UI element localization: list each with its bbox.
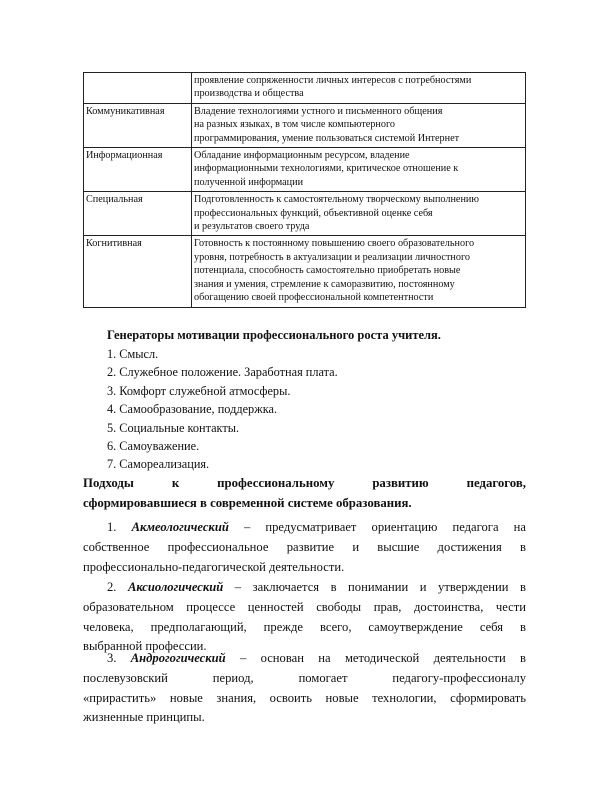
approach-paragraph-andragogical [83, 649, 526, 728]
paragraph-line [83, 649, 526, 669]
list-item: 4. Самообразование, поддержка. [107, 402, 278, 417]
description-line: уровня, потребность в актуализации и реализации личностного [194, 251, 470, 263]
approach-term: Аксиологический [127, 580, 224, 594]
generators-heading: Генераторы мотивации профессионального роста учителя. [107, 328, 441, 342]
description-line: Подготовленность к самостоятельному творческому выполнению [194, 194, 479, 206]
list-item: 6. Самоуважение. [107, 439, 200, 454]
competency-description-cell [192, 236, 526, 307]
table-row [84, 192, 526, 236]
description-line: информационными технологиями, критическое отношение к [194, 163, 459, 175]
description-line: производства и общества [194, 88, 304, 100]
competency-name-cell: Когнитивная [84, 236, 192, 307]
description-line: программирования, умение пользоваться системой Интернет [194, 132, 460, 144]
approach-paragraph-akmeological [83, 518, 526, 577]
description-line: и результатов своего труда [194, 221, 310, 233]
approach-number: 2. [107, 580, 128, 594]
list-item: 1. Смысл. [107, 347, 159, 361]
table-row [84, 236, 526, 307]
paragraph-line [83, 578, 526, 598]
approach-term: Акмеологический [131, 520, 229, 534]
list-item: 5. Социальные контакты. [107, 420, 240, 435]
competency-description-cell [192, 73, 526, 104]
approach-text: – предусматривает ориентацию педагога на [228, 520, 526, 534]
list-item: 2. Служебное положение. Заработная плата. [107, 365, 338, 380]
competency-description-cell [192, 192, 526, 236]
list-item: 3. Комфорт служебной атмосферы. [107, 383, 291, 398]
approaches-heading [83, 474, 526, 513]
competency-name-cell: Информационная [84, 148, 192, 192]
approach-term: Андрогогический [130, 651, 226, 665]
description-line: Готовность к постоянному повышению своего образовательного [194, 238, 475, 250]
paragraph-line: «прирастить» новые знания, освоить новые технологии, сформировать [83, 690, 526, 705]
description-line: потенциала, способность самостоятельно приобретать новые [194, 265, 461, 277]
competency-name-cell [84, 73, 192, 104]
paragraph-line: профессионально-педагогической деятельности. [83, 559, 345, 574]
generators-list [107, 345, 338, 474]
table-row [84, 73, 526, 104]
description-line: знания и умения, стремление к саморазвитию, постоянному [194, 278, 455, 290]
table-row [84, 103, 526, 147]
paragraph-line: образовательном процессе ценностей свободы прав, достоинства, чести [83, 599, 526, 614]
description-line: полученной информации [194, 176, 304, 188]
approach-number: 3. [107, 651, 131, 665]
competency-description-cell [192, 103, 526, 147]
paragraph-line: жизненные принципы. [83, 710, 205, 725]
paragraph-line: выбранной профессии. [83, 639, 207, 654]
description-line: Обладание информационным ресурсом, владение [194, 150, 410, 162]
list-item: 7. Самореализация. [107, 457, 210, 472]
heading-line: Подходы к профессиональному развитию педагогов, [83, 476, 526, 490]
table-row [84, 148, 526, 192]
approach-text: – основан на методической деятельности в [225, 651, 526, 665]
competency-name-cell: Коммуникативная [84, 103, 192, 147]
description-line: на разных языках, в том числе компьютерного [194, 119, 395, 131]
description-line: профессиональных функций, объективной оценке себя [194, 207, 433, 219]
competency-table [83, 72, 526, 308]
paragraph-line: послевузовский период, помогает педагогу-профессионалу [83, 670, 526, 685]
paragraph-line: собственное профессиональное развитие и высшие достижения в [83, 539, 526, 554]
paragraph-line [83, 518, 526, 538]
approach-paragraph-axiological [83, 578, 526, 657]
description-line: Владение технологиями устного и письменного общения [194, 105, 443, 117]
approach-text: – заключается в понимании и утверждении в [223, 580, 526, 594]
competency-description-cell [192, 148, 526, 192]
description-line: обогащению своей профессиональной компетентности [194, 292, 434, 304]
competency-name-cell: Специальная [84, 192, 192, 236]
approach-number: 1. [107, 520, 132, 534]
heading-line: сформировавшиеся в современной системе образования. [83, 495, 412, 510]
paragraph-line: человека, предполагающий, прежде всего, самоутверждение себя в [83, 619, 526, 634]
description-line: проявление сопряженности личных интересов с потребностями [194, 75, 472, 86]
